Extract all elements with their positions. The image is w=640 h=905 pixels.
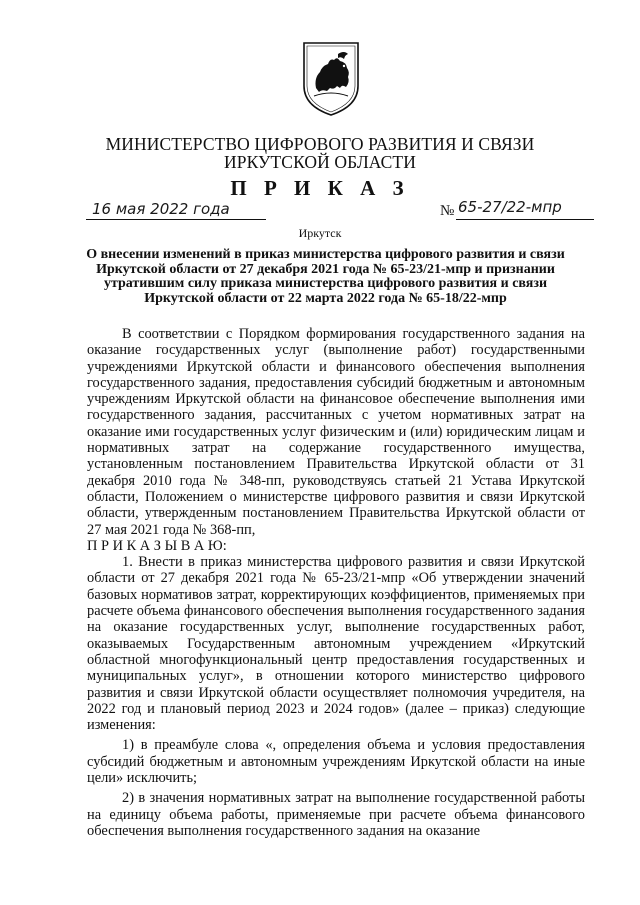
order-command: П Р И К А З Ы В А Ю: [87, 537, 227, 554]
city-name: Иркутск [298, 226, 342, 240]
number-sign: № [440, 203, 455, 219]
order-date-handwritten: 16 мая 2022 года [92, 200, 230, 218]
irkutsk-coat-of-arms-icon [300, 40, 362, 118]
item-1-paragraph: 1. Внести в приказ министерства цифрового развития и связи Иркутской области от 27 декабря 2021 года № 65-23/21-мпр «Об утверждении значений базовых нормативов затрат, корректирующих коэффициентов, применяемых при расчете объема финансового обеспечения выполнения государственного задания на оказание государственных услуг, выполнение государственных работ, оказываемых Государственным автономным учреждением «Иркутский областной многофункциональный центр предоставления государственных и муниципальных услуг», в отношении которого министерство цифрового развития и связи Иркутской области осуществляет полномочия учредителя, на 2022 год и плановый период 2023 и 2024 годов» (далее – приказ) следующие изменения: [87, 554, 585, 734]
order-subject: О внесении изменений в приказ министерства цифрового развития и связи Иркутской области от 27 декабря 2021 года № 65-23/21-мпр и признании утратившим силу приказа министерства цифрового развития и связи Иркутской области от 22 марта 2022 года № 65-18/22-мпр [86, 247, 565, 306]
number-underline [456, 219, 594, 220]
preamble-paragraph: В соответствии с Порядком формирования государственного задания на оказание государственных услуг (выполнение работ) государственными учреждениями Иркутской области и финансового обеспечения выполнения государственного задания, предоставления субсидий бюджетным и автономным учреждениям Иркутской области на финансовое обеспечение выполнения ими государственного задания, рассчитанных с учетом нормативных затрат на оказание ими государственных услуг физическим и (или) юридическим лицам и нормативных затрат на содержание государственного имущества, установленным постановлением Правительства Иркутской области от 31 декабря 2010 года № 348-пп, руководствуясь статьей 21 Устава Иркутской области, Положением о министерстве цифрового развития и связи Иркутской области, утвержденным постановлением Правительства Иркутской области от 27 мая 2021 года № 368-пп, [87, 326, 585, 538]
date-underline [86, 219, 266, 220]
ministry-name-line1: МИНИСТЕРСТВО ЦИФРОВОГО РАЗВИТИЯ И СВЯЗИ [105, 134, 535, 154]
order-title: П Р И К А З [230, 176, 410, 200]
subitem-2-paragraph: 2) в значения нормативных затрат на выполнение государственной работы на единицу объема работы, применяемые при расчете объема финансового обеспечения выполнения государственного задания на оказание [87, 790, 585, 839]
document-body [87, 326, 585, 839]
subitem-1-paragraph: 1) в преамбуле слова «, определения объема и условия предоставления субсидий бюджетным и автономным учреждениям Иркутской области на иные цели» исключить; [87, 737, 585, 787]
ministry-name-line2: ИРКУТСКОЙ ОБЛАСТИ [224, 152, 416, 172]
order-number-handwritten: 65-27/22-мпр [458, 198, 562, 216]
